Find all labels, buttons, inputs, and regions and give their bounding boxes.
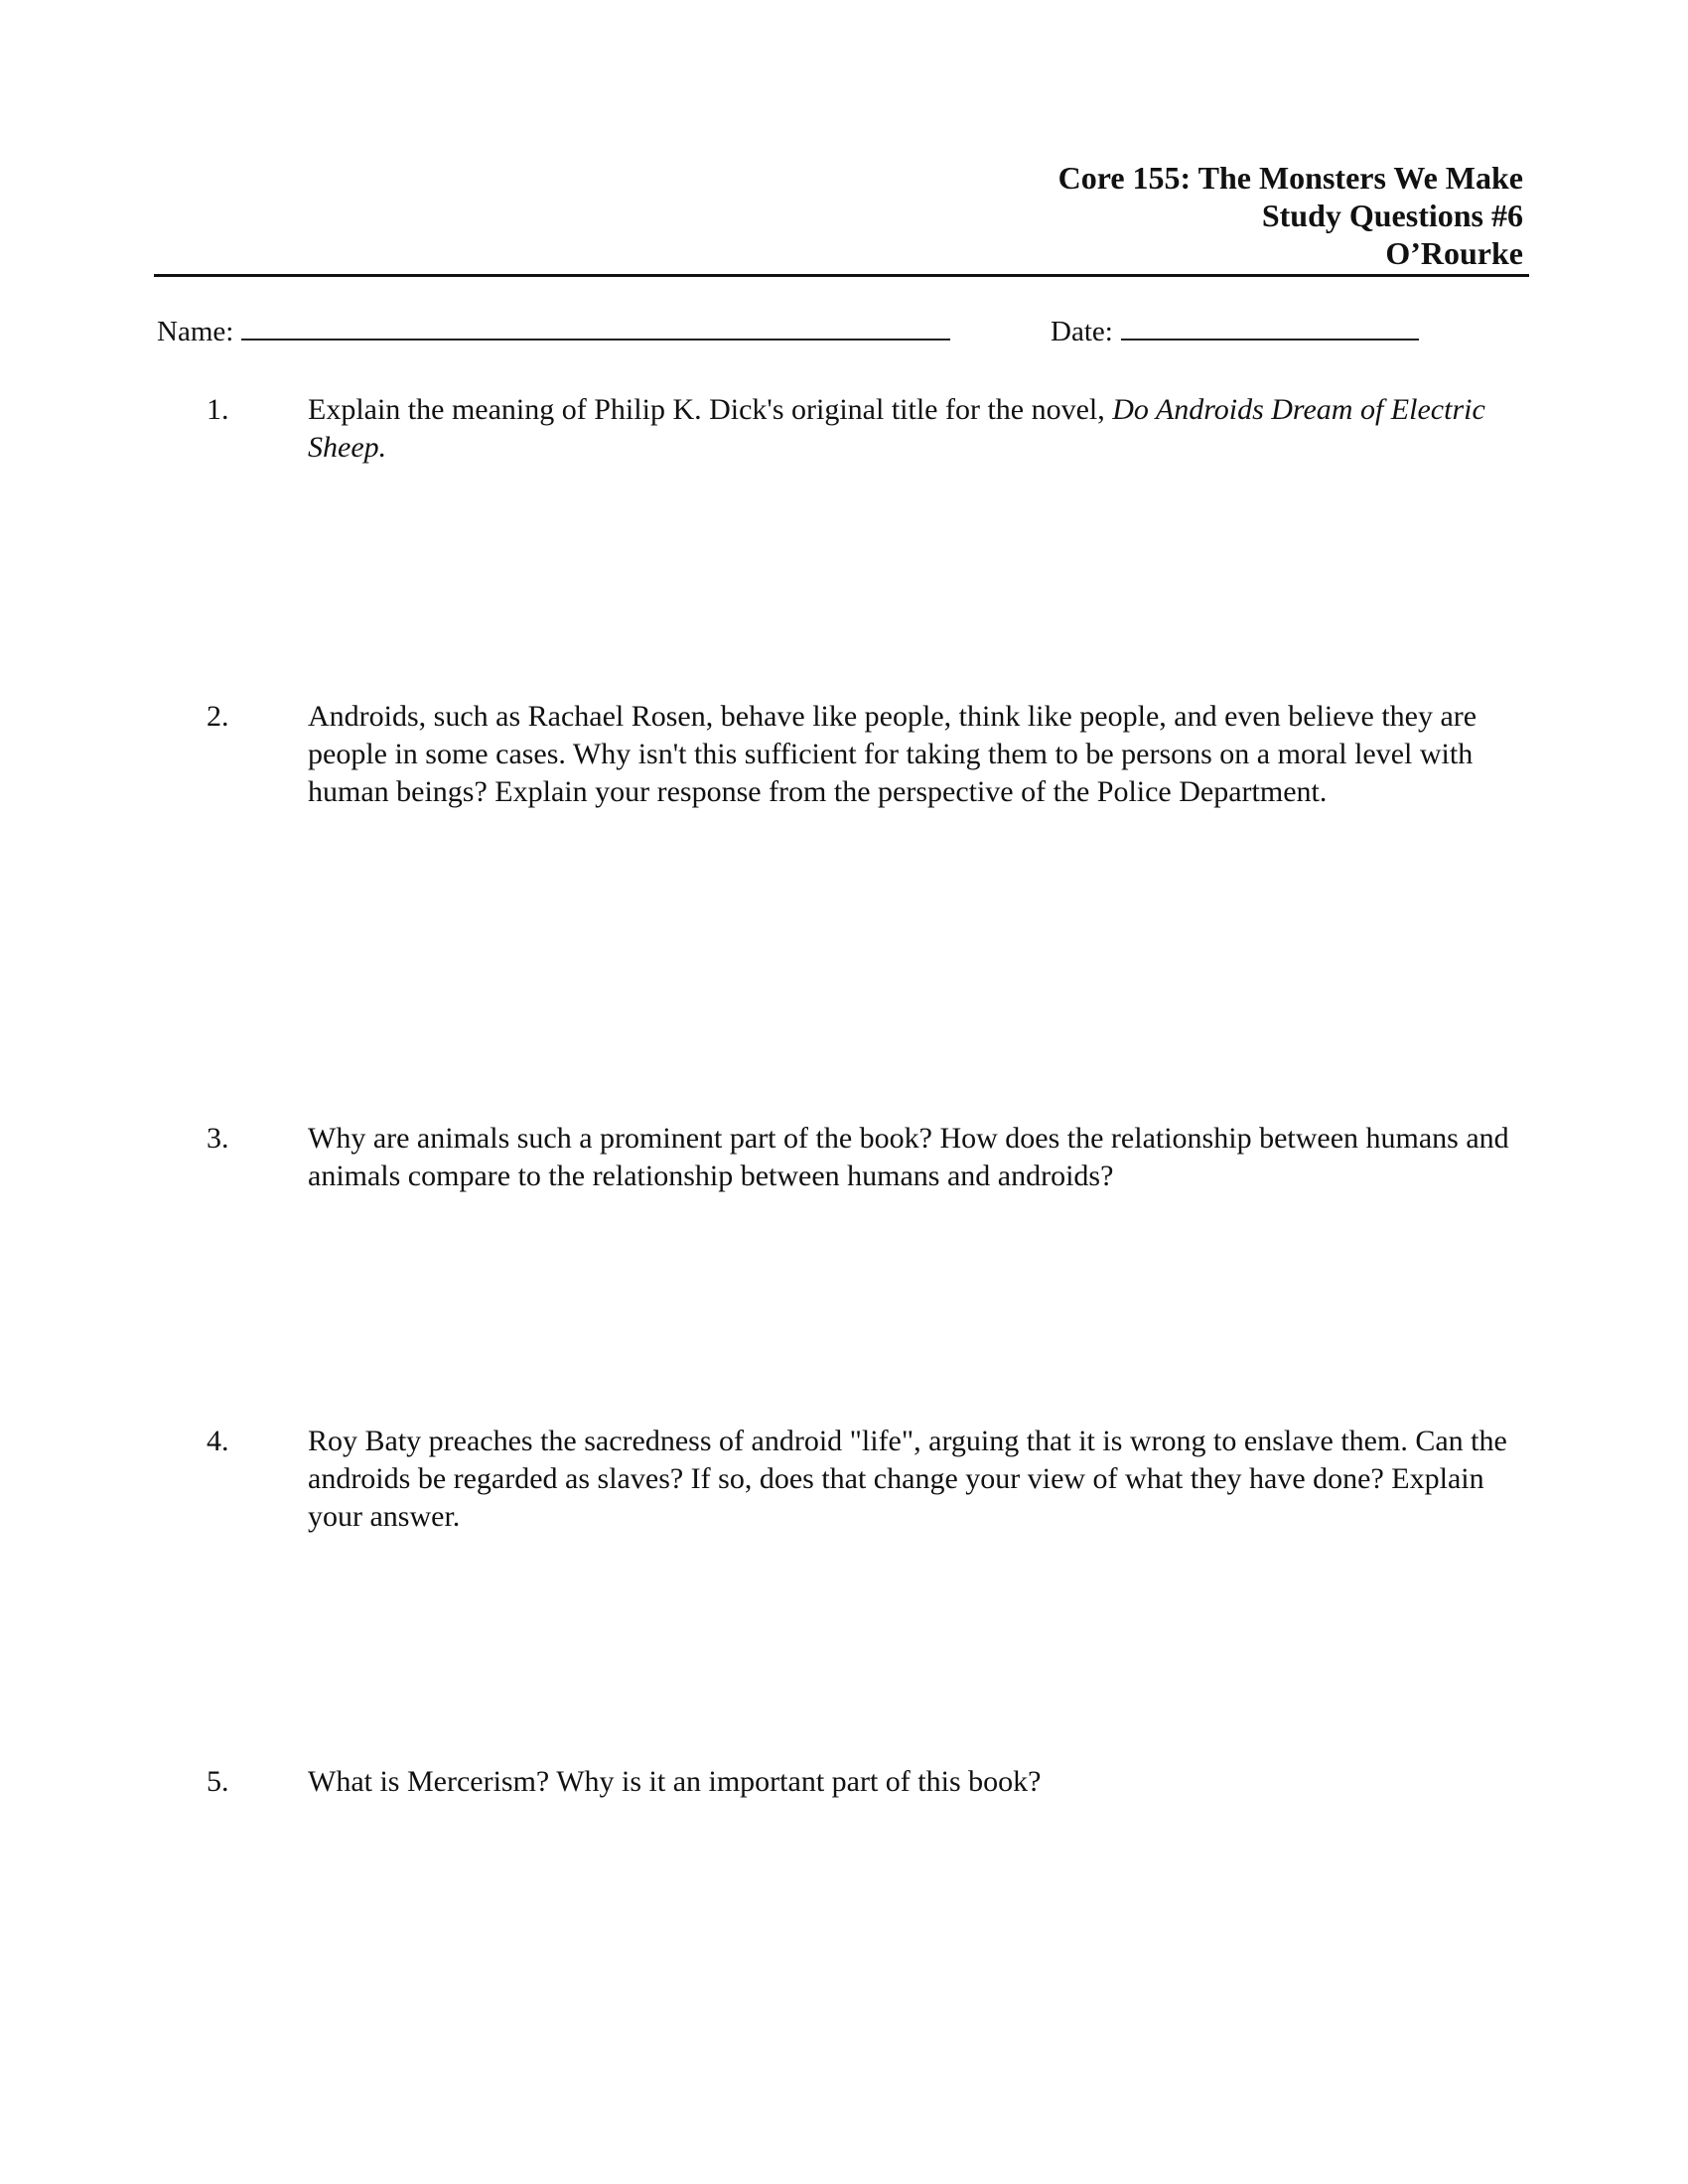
- name-field: [157, 314, 950, 349]
- header-divider: [154, 274, 1529, 277]
- question-number: 1.: [207, 393, 229, 426]
- question-text: Androids, such as Rachael Rosen, behave like people, think like people, and even believe they are people in some cases. Why isn't this sufficient for taking them to be persons on a moral level with human beings? Explain your response from the perspective of the Police Department.: [308, 700, 1477, 808]
- assignment-title: Study Questions #6: [1261, 198, 1523, 233]
- date-field: [1051, 314, 1419, 349]
- name-label: Name:: [157, 316, 234, 347]
- question-text: Why are animals such a prominent part of the book? How does the relationship between humans and animals compare to the relationship between humans and androids?: [308, 1122, 1509, 1192]
- question-text: [308, 391, 1529, 467]
- instructor-name: O’Rourke: [1385, 235, 1523, 271]
- question-text: What is Mercerism? Why is it an important part of this book?: [308, 1765, 1042, 1798]
- course-title: Core 155: The Monsters We Make: [1057, 160, 1523, 196]
- name-blank-line[interactable]: [241, 315, 950, 341]
- question-text-main: Explain the meaning of Philip K. Dick's original title for the novel,: [308, 393, 1113, 426]
- date-label: Date:: [1051, 316, 1113, 347]
- question-number: 4.: [207, 1425, 229, 1457]
- question-text: Roy Baty preaches the sacredness of android "life", arguing that it is wrong to enslave them. Can the androids be regarded as slaves? If so, does that change your view of what they have done? Explain your answer.: [308, 1425, 1507, 1533]
- question-number: 2.: [207, 700, 229, 733]
- document-header: [1058, 159, 1523, 272]
- question-number: 5.: [207, 1765, 229, 1798]
- novel-title: Do Androids Dream of Electric Sheep.: [308, 393, 1485, 464]
- question-number: 3.: [207, 1122, 229, 1155]
- date-blank-line[interactable]: [1121, 315, 1419, 341]
